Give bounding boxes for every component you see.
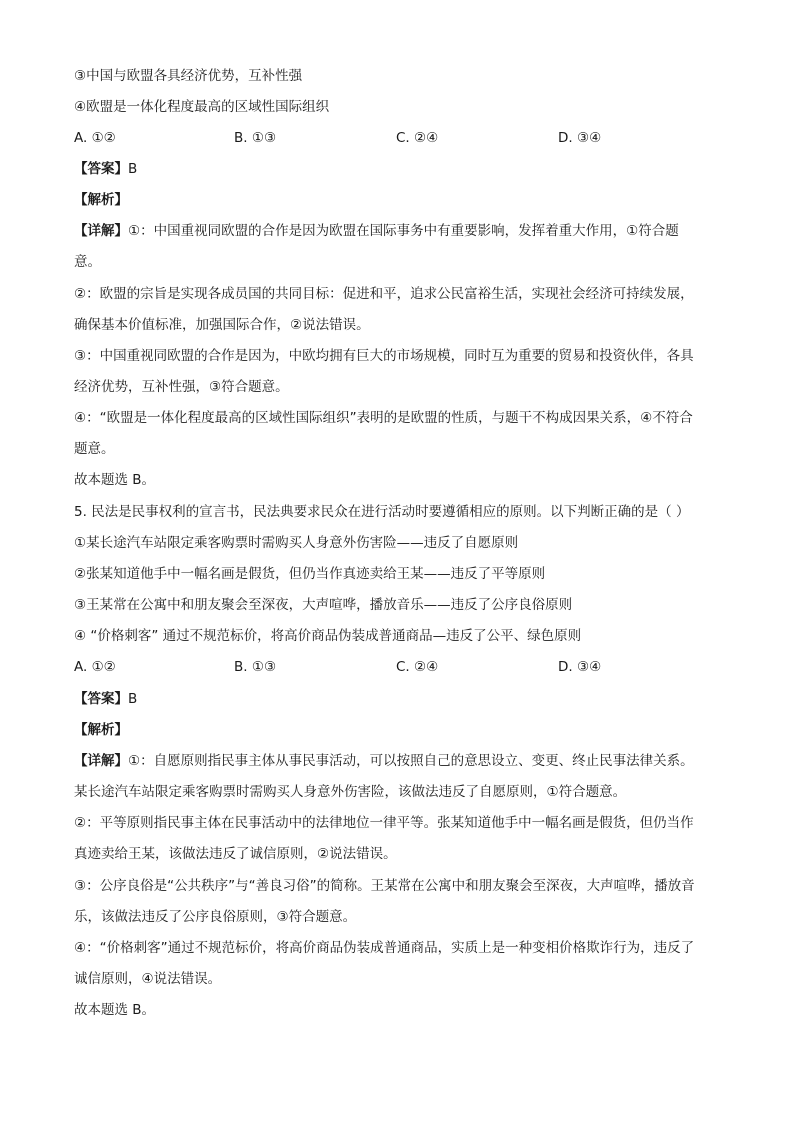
- q5-option-c: C. ②④: [396, 659, 439, 675]
- q5-detail-line-2: 某长途汽车站限定乘客购票时需购买人身意外伤害险，该做法违反了自愿原则，①符合题意。: [74, 784, 627, 800]
- q5-answer-value: B: [128, 691, 138, 707]
- q4-detail-line-8: 题意。: [74, 441, 115, 457]
- q4-item-3: ③中国与欧盟各具经济优势，互补性强: [74, 68, 303, 84]
- q4-detail-line-2: 意。: [74, 254, 101, 270]
- q4-detail-line-6: 经济优势，互补性强，③符合题意。: [74, 379, 289, 395]
- q5-stem: 5. 民法是民事权利的宣言书，民法典要求民众在进行活动时要遵循相应的原则。以下判断正确的是（ ）: [74, 504, 690, 520]
- q4-option-b: B. ①③: [234, 130, 277, 146]
- q5-detail-tag: 【详解】: [74, 753, 128, 769]
- q5-item-2: ②张某知道他手中一幅名画是假货，但仍当作真迹卖给王某——违反了平等原则: [74, 566, 546, 582]
- q5-answer: [74, 690, 734, 708]
- q5-option-b: B. ①③: [234, 659, 277, 675]
- q4-answer: [74, 160, 734, 178]
- q5-conclusion: 故本题选 B。: [74, 1002, 156, 1018]
- q4-answer-tag: 【答案】: [74, 161, 128, 177]
- q5-detail-line-7: ④：“价格刺客”通过不规范标价，将高价商品伪装成普通商品，实质上是一种变相价格欺诈行为，违反了: [74, 940, 695, 956]
- q5-item-4: ④ “价格刺客” 通过不规范标价，将高价商品伪装成普通商品—违反了公平、绿色原则: [74, 628, 582, 644]
- q4-detail-line-7: ④：“欧盟是一体化程度最高的区域性国际组织”表明的是欧盟的性质，与题干不构成因果关系，④不符合: [74, 410, 693, 426]
- q4-detail-line-4: 确保基本价值标准，加强国际合作，②说法错误。: [74, 317, 370, 333]
- q5-analysis-tag: 【解析】: [74, 722, 128, 738]
- q5-detail-line-1: 【详解】①：自愿原则指民事主体从事民事活动，可以按照自己的意思设立、变更、终止民事法律关系。: [74, 753, 694, 769]
- q4-option-a: A. ①②: [74, 130, 116, 146]
- q4-detail-tag: 【详解】: [74, 223, 128, 239]
- q5-detail-line-5: ③：公序良俗是“公共秩序”与“善良习俗”的简称。王某常在公寓中和朋友聚会至深夜，大声喧哗，播放音: [74, 878, 695, 894]
- q4-option-c: C. ②④: [396, 130, 439, 146]
- q4-option-d: D. ③④: [558, 130, 602, 146]
- q4-answer-value: B: [128, 161, 138, 177]
- q4-analysis-tag: 【解析】: [74, 192, 128, 208]
- q5-detail-line-6: 乐，该做法违反了公序良俗原则，③符合题意。: [74, 909, 357, 925]
- q5-detail-line-4: 真迹卖给王某，该做法违反了诚信原则，②说法错误。: [74, 846, 397, 862]
- q4-conclusion: 故本题选 B。: [74, 472, 156, 488]
- q5-option-d: D. ③④: [558, 659, 602, 675]
- q5-option-a: A. ①②: [74, 659, 116, 675]
- q4-item-4: ④欧盟是一体化程度最高的区域性国际组织: [74, 99, 330, 115]
- q5-answer-tag: 【答案】: [74, 691, 128, 707]
- q5-detail-line-8: 诚信原则，④说法错误。: [74, 971, 222, 987]
- q4-detail-line-3: ②：欧盟的宗旨是实现各成员国的共同目标：促进和平，追求公民富裕生活，实现社会经济可持续发展，: [74, 286, 694, 302]
- q5-item-1: ①某长途汽车站限定乘客购票时需购买人身意外伤害险——违反了自愿原则: [74, 535, 519, 551]
- q5-item-3: ③王某常在公寓中和朋友聚会至深夜，大声喧哗，播放音乐——违反了公序良俗原则: [74, 597, 573, 613]
- q4-detail-line-1: 【详解】①：中国重视同欧盟的合作是因为欧盟在国际事务中有重要影响，发挥着重大作用，①符合题: [74, 223, 679, 239]
- q4-detail-line-5: ③：中国重视同欧盟的合作是因为，中欧均拥有巨大的市场规模，同时互为重要的贸易和投资伙伴，各具: [74, 348, 694, 364]
- q5-detail-line-3: ②：平等原则指民事主体在民事活动中的法律地位一律平等。张某知道他手中一幅名画是假货，但仍当作: [74, 815, 694, 831]
